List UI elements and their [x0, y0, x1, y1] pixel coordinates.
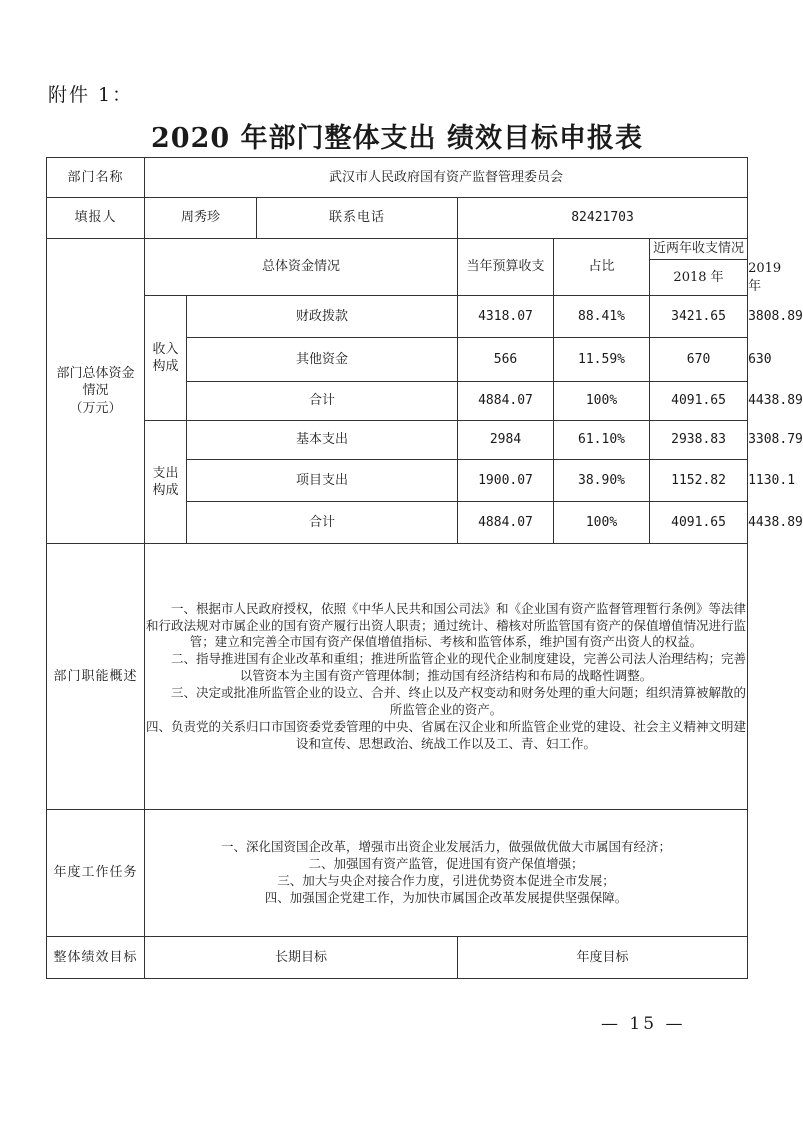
- expense-row-label: 合计: [187, 502, 458, 544]
- functions-text: [145, 544, 748, 810]
- expense-row-label: 项目支出: [187, 460, 458, 502]
- table-row: 项目支出 1900.07 38.90% 1152.82 1130.1: [47, 460, 748, 502]
- filler-name: 周秀珍: [145, 198, 257, 239]
- table-row: 合计 4884.07 100% 4091.65 4438.89: [47, 382, 748, 421]
- functions-paragraph: 一、根据市人民政府授权，依照《中华人民共和国公司法》和《企业国有资产监督管理暂行条例》等法律和行政法规对市属企业的国有资产履行出资人职责；通过统计、稽核对所监管国有资产的保值增值情况进行监管；建立和完善全市国有资产保值增值指标、考核和监管体系，维护国有资产出资人的权益。: [146, 600, 747, 650]
- income-row-label: 合计: [187, 382, 458, 421]
- perf-goal-label: 整体绩效目标: [47, 937, 145, 979]
- table-row: 2018 年 2019 年: [47, 260, 748, 296]
- tasks-label: 年度工作任务: [47, 810, 145, 937]
- expense-ratio: 61.10%: [554, 421, 650, 460]
- task-item: 一、深化国资国企改革，增强市出资企业发展活力，做强做优做大市属国有经济；: [221, 839, 672, 855]
- functions-paragraph: 二、指导推进国有企业改革和重组；推进所监管企业的现代企业制度建设，完善公司法人治理结构；完善以管资本为主国有资产管理体制；推动国有经济结构和布局的战略性调整。: [171, 651, 747, 684]
- expense-ratio: 100%: [554, 502, 650, 544]
- expense-2018: 2938.83: [650, 421, 748, 460]
- attachment-label: 附件 1：: [48, 84, 134, 106]
- phone-value: 82421703: [458, 198, 748, 239]
- table-row: [47, 544, 748, 810]
- table-row: 其他资金 566 11.59% 670 630: [47, 338, 748, 382]
- income-row-label: 其他资金: [187, 338, 458, 382]
- filler-label: 填报人: [47, 198, 145, 239]
- functions-label: 部门职能概述: [47, 544, 145, 810]
- income-ratio: 100%: [554, 382, 650, 421]
- income-budget: 4884.07: [458, 382, 554, 421]
- expense-budget: 4884.07: [458, 502, 554, 544]
- expense-2018: 4091.65: [650, 502, 748, 544]
- income-2018: 3421.65: [650, 296, 748, 338]
- income-group-label: 收入 构成: [145, 296, 187, 421]
- expense-ratio: 38.90%: [554, 460, 650, 502]
- overall-funds-header: 总体资金情况: [145, 239, 458, 296]
- page-number: — 15 —: [601, 1014, 686, 1034]
- page-title: 2020 年部门整体支出 绩效目标申报表: [151, 123, 643, 154]
- table-row: [47, 158, 748, 198]
- ratio-header: 占比: [554, 239, 650, 296]
- expense-budget: 2984: [458, 421, 554, 460]
- table-row: [47, 198, 748, 239]
- task-item: 四、加强国企党建工作，为加快市属国企改革发展提供坚强保障。: [264, 889, 628, 905]
- budget-header: 当年预算收支: [458, 239, 554, 296]
- task-item: 二、加强国有资产监管，促进国有资产保值增强；: [308, 856, 584, 872]
- table-row: [47, 810, 748, 937]
- functions-paragraph: 四、负责党的关系归口市国资委党委管理的中央、省属在汉企业和所监管企业党的建设、社会主义精神文明建设和宣传、思想政治、统战工作以及工、青、妇工作。: [146, 718, 747, 751]
- expense-2018: 1152.82: [650, 460, 748, 502]
- income-budget: 566: [458, 338, 554, 382]
- income-2018: 4091.65: [650, 382, 748, 421]
- table-row: [47, 239, 748, 260]
- phone-label: 联系电话: [257, 198, 458, 239]
- performance-target-table: [46, 157, 803, 979]
- funds-section-label: 部门总体资金 情况 （万元）: [47, 239, 145, 544]
- table-row: 合计 4884.07 100% 4091.65 4438.89: [47, 502, 748, 544]
- income-2018: 670: [650, 338, 748, 382]
- table-row: 支出 构成 基本支出 2984 61.10% 2938.83 3308.79: [47, 421, 748, 460]
- long-term-goal-header: 长期目标: [145, 937, 458, 979]
- income-ratio: 11.59%: [554, 338, 650, 382]
- income-row-label: 财政拨款: [187, 296, 458, 338]
- dept-name-value: 武汉市人民政府国有资产监督管理委员会: [145, 158, 748, 198]
- expense-row-label: 基本支出: [187, 421, 458, 460]
- table-row: [47, 937, 748, 979]
- recent-years-header: 近两年收支情况: [650, 239, 748, 260]
- year-2018-header: 2018 年: [650, 260, 748, 296]
- expense-group-label: 支出 构成: [145, 421, 187, 544]
- income-ratio: 88.41%: [554, 296, 650, 338]
- tasks-text: [145, 810, 748, 937]
- functions-paragraph: 三、决定或批准所监管企业的设立、合并、终止以及产权变动和财务处理的重大问题；组织清算被解散的所监管企业的资产。: [171, 685, 747, 717]
- dept-name-label: 部门名称: [47, 158, 145, 198]
- annual-goal-header: 年度目标: [458, 937, 748, 979]
- expense-budget: 1900.07: [458, 460, 554, 502]
- income-budget: 4318.07: [458, 296, 554, 338]
- table-row: 收入 构成 财政拨款 4318.07 88.41% 3421.65 3808.89: [47, 296, 748, 338]
- task-item: 三、加大与央企对接合作力度，引进优势资本促进全市发展；: [277, 873, 615, 889]
